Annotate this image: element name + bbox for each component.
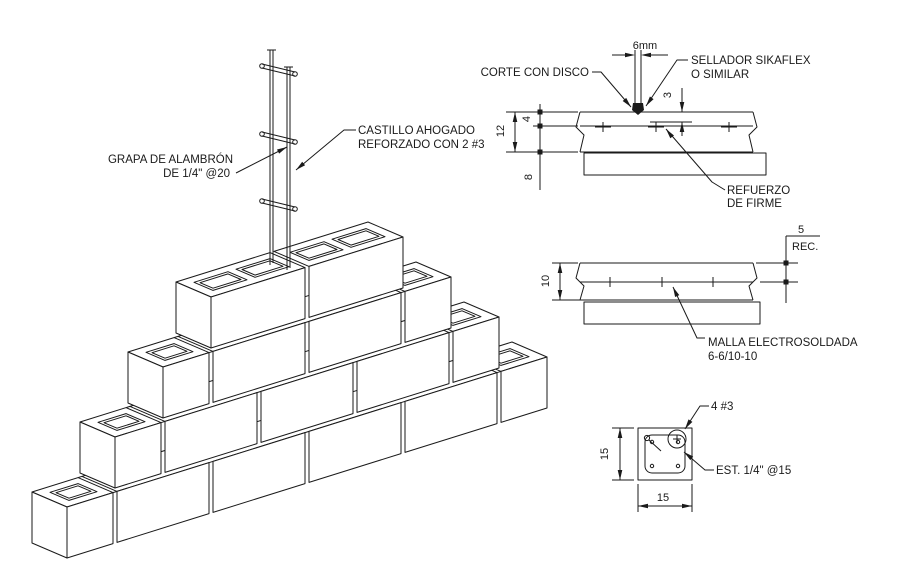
cut-width-dim: 6mm [632, 40, 658, 52]
rec-label: REC. [792, 241, 819, 253]
stirrup-hook-loop [644, 435, 649, 440]
break-line-left [576, 112, 584, 152]
rebar-dot [650, 464, 653, 467]
dim-12: 12 [495, 124, 507, 138]
refuerzo-label-line1: REFUERZO [727, 185, 791, 197]
corte-label: CORTE CON DISCO [480, 67, 589, 79]
saw-cut-lines [635, 50, 641, 111]
dim-8: 8 [523, 173, 535, 181]
castillo-label-line2: REFORZADO CON 2 #3 [358, 139, 485, 151]
sellador-label-line1: SELLADOR SIKAFLEX [691, 55, 811, 67]
rebar-count-label: 4 #3 [711, 401, 734, 413]
malla-label-line2: 6-6/10-10 [708, 351, 758, 363]
mesh-cross-marks [595, 122, 737, 132]
stirrup-hook [649, 440, 661, 451]
column-width-dim: 15 [656, 492, 670, 504]
dim-3: 3 [662, 91, 674, 99]
rebar-dot [676, 464, 679, 467]
refuerzo-leader [666, 129, 725, 190]
left-dim-lines [506, 104, 578, 190]
dim-4: 4 [521, 115, 533, 123]
stirrup-label: EST. 1/4" @15 [716, 465, 792, 477]
ground-hatch-2 [584, 302, 760, 324]
grapa-label-line1: GRAPA DE ALAMBRÓN [107, 154, 233, 166]
sealant-blob [632, 103, 644, 115]
dim-10: 10 [540, 274, 552, 288]
ground-hatch-1 [584, 153, 766, 175]
column-height-dim: 15 [599, 447, 611, 461]
block-wall-isometric [32, 222, 547, 558]
castillo-leader [296, 130, 356, 170]
sellador-label-line2: O SIMILAR [691, 69, 750, 81]
castillo-rebar [260, 50, 298, 270]
wall-label-leaders [236, 130, 356, 173]
grapa-label-line2: DE 1/4" @20 [163, 168, 230, 180]
castillo-label-line1: CASTILLO AHOGADO [358, 125, 475, 137]
slab-mesh-detail-lines [552, 236, 820, 338]
height-dim-lines [612, 428, 634, 480]
rebar-leader [685, 406, 709, 429]
malla-label-line1: MALLA ELECTROSOLDADA [708, 337, 858, 349]
break-line-right [749, 112, 757, 152]
dim-5: 5 [797, 224, 805, 236]
refuerzo-label-line2: DE FIRME [727, 198, 782, 210]
